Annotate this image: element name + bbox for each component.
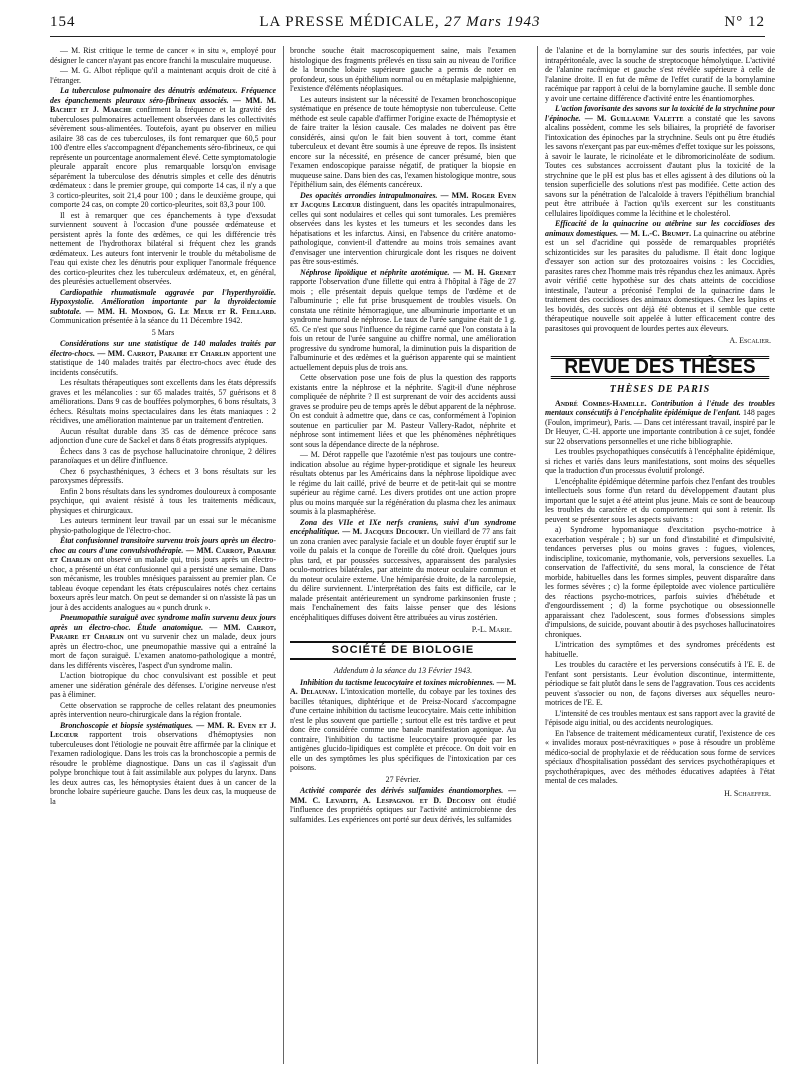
paragraph: Enfin 2 bons résultats dans les syndromes douloureux à composante psychique, qui avaient résisté à tous les traitements médicaux, physiques et chirurgicaux.	[50, 486, 276, 515]
paragraph: Il est à remarquer que ces épanchements à type d'exsudat surviennent souvent à l'occasion d'une poussée œdémateuse et persistent après la fonte des œdèmes, ce qui les différencie très nettement de l'hydrothorax bilatéral si fréquent chez les grands œdémateux. Les auteurs font intervenir le trouble du métabolisme de l'eau qui existe chez les dénutris pour expliquer l'anormale fréquence des cortico-pleurites chez les tuberculeux œdémateux, et, en général, des pleurésies actuellement observées.	[50, 210, 276, 286]
article	[290, 678, 516, 773]
article-text: rapporte l'observation d'une fillette qui entra à l'hôpital à l'âge de 27 mois ; elle présentait depuis quelque temps de l'œdème et de l'albuminurie ; elle fut prise brusquement de troubles visuels. On constata une rétinite hémorragique, une albuminurie importante et un syndrome humoral de néphrose. Le taux de l'urée sanguine était de 1 g. 65. Ce n'est que sous l'influence du régime carné que l'on constata à la fois un retour de l'urée sanguine au chiffre normal, une amélioration progressive du syndrome humoral, la diminution puis la disparition de l'albuminurie et des œdèmes et la guérison apparente qui se maintient actuellement depuis plus de trois ans.	[290, 277, 516, 372]
paragraph: Échecs dans 3 cas de psychose hallucinatoire chronique, 2 délires paranoïaques et un délire d'influence.	[50, 446, 276, 465]
article-text: apportent une statistique de 140 malades traités par électro-chocs avec étude des incidents consécutifs.	[50, 348, 276, 377]
article	[290, 518, 516, 623]
article	[50, 536, 276, 612]
article-title: Considérations sur une statistique de 140 malades traités par électro-chocs.	[50, 339, 276, 358]
article-authors: — MM. R. Even et J. Lecœur	[50, 720, 276, 739]
article	[290, 786, 516, 824]
article-text: distinguent, dans les opacités intrapulmonaires, celles qui sont nodulaires et celles qui sont tumorales. Les premières observées dans les kystes et les tumeurs et les secondes dans les hépatisations et les infarctus. Ainsi, en l'absence du critère anatomo-pathologique, convient-il d'attendre au moins trois semaines avant d'envisager une intervention chirurgicale dont les risques ne doivent pas être sous-estimés.	[290, 200, 517, 266]
page-number: 154	[50, 14, 76, 30]
column-3	[545, 46, 775, 802]
article-authors: — MM. Carrot, Paraire et Charlin	[97, 348, 230, 358]
session-date: 5 Mars	[151, 327, 175, 337]
paragraph: L'intrication des symptômes et des syndromes précédents est habituelle.	[545, 640, 775, 659]
article-authors: — M. A. Delaunay.	[290, 677, 516, 696]
paragraph: L'action biotropique du choc convulsivant est possible et peut amener une sidération générale des défenses. L'origine nerveuse n'est pas à éliminer.	[50, 671, 276, 699]
article-text: Un vieillard de 77 ans fait un zona cranien avec paralysie faciale et un double foyer éruptif sur le voile du palais et la conque de l'oreille du côté droit. Quelques jours plus tard, et par poussées successives, apparaissent des paralysies oculo-motrices bilatérales, par atteinte du moteur oculaire commun et du moteur oculaire externe. Une hémiparésie droite, de la narcolepsie, du délire surviennent. L'interprétation des faits est difficile, car le malade présentait antérieurement un syndrome parkinsonien fruste ; mais l'enchaînement des faits laisse penser que des lésions encéphalitiques diffuses doivent être attribuées au virus zostérien.	[290, 527, 516, 622]
journal-name: LA PRESSE MÉDICALE,	[259, 14, 440, 30]
paragraph: L'encéphalite épidémique détermine parfois chez l'enfant des troubles intellectuels sous forme d'un retard du développement d'autant plus important que le sujet a été atteint plus jeune. Mais ce sont de beaucoup les troubles du caractère et du comportement qui sont à retenir. Ils peuvent se présenter sous les aspects suivants :	[545, 476, 775, 524]
paragraph: Cette observation pose une fois de plus la question des rapports existants entre la néphrose et la néphrite. S'agit-il d'une néphrose compliquée de néphrite ? Il est surprenant de voir des accidents aussi graves se produire peu de temps après le début apparent de la néphrose. On est conduit à admettre que, dans ce cas, conformément à l'opinion soutenue en particulier par M. Pasteur Vallery-Radot, néphrite et néphrose sont intimement liées et que les phénomènes néphrétiques sont sous la dépendance directe de la néphrose.	[290, 373, 516, 449]
signature: A. Escalier.	[729, 336, 771, 345]
paragraph: Chez 6 psychasthéniques, 3 échecs et 3 bons résultats sur les paroxysmes dépressifs.	[50, 466, 276, 485]
paragraph: — M. Dérot rappelle que l'azotémie n'est pas toujours une contre-indication absolue au régime hyper-protidique et signale les heureux résultats obtenus par les Américains dans la néphrose lipoïdique avec le régime du lait caillé, privé de beurre et de petit-lait qui se montre supérieur au régime carné. Les divers protides ont une action propre plus ou moins marquée sur la régénération du plasma chez les animaux soumis à la plasmaphérèse.	[290, 450, 516, 516]
session-date: 27 Février.	[385, 774, 421, 784]
article-title: Pneumopathie suraiguë avec syndrome malin survenu deux jours après un électro-choc. Étude anatomique.	[50, 613, 276, 632]
paragraph: L'intensité de ces troubles mentaux est sans rapport avec la gravité de l'épisode aigu initial, ou des accidents neurologiques.	[545, 708, 775, 727]
article	[545, 219, 775, 333]
article-text: a constaté que les savons alcalins possèdent, comme les sels biliaires, la propriété de favoriser l'intoxication des épinoches par la strychnine. Seuls ont pu être étudiés les savons n'exerçant pas par eux-mêmes d'effet toxique sur les poissons, à savoir le laurate, le ricinoléate et le dibromoricinoléate de sodium. Toutes ces substances accroissent d'autant plus la toxicité de la strychnine que le pH est plus bas et elles agissent à des dilutions où la tension superficielle des solutions n'est pas modifiée. Cette action des savons sur la pénétration de l'alcaloïde à travers l'épithélium branchial peut être attribuée à l'action qu'ils exercent sur les constituants cellulaires lipoïdiques comme la lécithine et le cholestérol.	[545, 113, 775, 218]
article-text: ont étudié l'influence des propriétés optiques sur l'activité antimicrobienne des sulfamides. Les expériences ont porté sur deux dérivés, les sulfamides	[290, 795, 517, 824]
article-title: La tuberculose pulmonaire des dénutris œdémateux. Fréquence des épanchements pleuraux séro-fibrineux associés.	[50, 86, 276, 105]
subsection-heading: THÈSES DE PARIS	[609, 384, 711, 395]
article-text: confirment la fréquence et la gravité des tuberculoses pulmonaires actuellement observées dans les collectivités sévèrement sous-alimentées. Toutefois, ayant pu observer en milieu asilaire 38 cas de ces tuberculoses, ils font remarquer que 60,5 pour 100 d'entre elles s'accompagnent d'épanchements séro-fibrineux, ce qui représente un pourcentage anormalement élevé. Cette symptomatologie pleurale apparaît encore plus remarquable lorsqu'on envisage séparément la tuberculose des dénutris simples et celle des dénutris œdémateux : dans le premier groupe, qui comporte 14 cas, il n'y a que 3 cortico-pleurites, soit 21,4 pour 100 ; dans le deuxième groupe, qui comporte 24 cas, on compte 20 cortico-pleurites, soit 83,3 pour 100.	[50, 105, 276, 209]
paragraph: Les troubles psychopathiques consécutifs à l'encéphalite épidémique, si riches et variés dans leurs manifestations, sont moins des séquelles que la traduction d'un processus évolutif prolongé.	[545, 447, 775, 475]
article-title: Inhibition du tactisme leucocytaire et toxines microbiennes.	[300, 677, 495, 687]
article-text: ont observé un malade qui, trois jours après un électro-choc, a présenté un état confusionnel qui a persisté une semaine. Dans son mécanisme, les troubles mnésiques paraissent au premier plan. Ce tableau évoque cependant les états crépusculaires notés chez certains boxeurs après leur match. On peut se demander si on n'assiste là pas un jour à des accidents analogues au « punch drunk ».	[50, 555, 276, 612]
paragraph: bronche souche était macroscopiquement saine, mais l'examen histologique des fragments prélevés en tissu sain au niveau de l'orifice de la bronche lobaire supérieure gauche a permis de noter en profondeur, sous un épithélium normal ou en métaplasie malpighienne, l'existence d'éléments néoplasiques.	[290, 46, 516, 93]
article-title: Activité comparée des dérivés sulfamides énantiomorphes.	[300, 786, 504, 795]
paragraph: — M. G. Albot réplique qu'il a maintenant acquis droit de cité à l'étranger.	[50, 66, 276, 85]
article-title: État confusionnel transitoire survenu trois jours après un électro-choc au cours d'une convulsivothérapie.	[50, 536, 276, 555]
article-authors: — MM. Roger Even et Jacques Lecœur	[290, 190, 516, 209]
article-authors: — M. Guillaume Valette	[584, 113, 684, 123]
article	[50, 721, 276, 807]
column-1	[50, 46, 276, 807]
article-text: L'intoxication mortelle, du cobaye par les toxines des bacilles tétaniques, diphtérique et de Preisz-Nocard s'accompagne d'une certaine inhibition du tactisme leucocytaire. Mais cette inhibition n'est le plus souvent que partielle ; surtout elle est très tardive et peut donc être considérée comme une banale manifestation agonique. Au contraire, l'inhibition du tactisme leucocytaire provoquée par les antigènes glucido-lipidiques est complète et précoce. On doit voir en elle un des symptômes les plus spécifiques de l'intoxication par ces poisons.	[290, 687, 516, 772]
paragraph: de l'alanine et de la bornylamine sur des souris infectées, par voie intrapéritonéale, avec la souche de streptocoque hémolytique. L'activité de l'alanine racémique et gauche s'est révélée supérieure à celle de l'alanine droite. Il en fut de même de l'effet curatif de la bornylamine racémique par rapport à celui de la bornylamine gauche. Il semble donc y avoir une certaine différence d'activité entre les énantiomorphes.	[545, 46, 775, 103]
thesis-entry	[545, 399, 775, 447]
paragraph: Les auteurs insistent sur la nécessité de l'examen bronchoscopique systématique en présence de toute hémoptysie non tuberculeuse. Cette méthode est seule capable d'affirmer l'origine exacte de l'hémoptysie et de faire traiter la lésion causale. Ces malades ne doivent pas être considérés, ainsi qu'on le fait bien souvent à tort, comme étant tuberculeux et devant être soumis à une épreuve de repos. Ils insistent encore sur la nécessité, en présence de cancer présumé, bien que l'examen endoscopique paraisse négatif, de pratiquer la biopsie en muqueuse saine. Dans bien des cas, l'examen histologique montre, sous l'épithélium sain, des éléments cancéreux.	[290, 94, 516, 189]
issue-date: 27 Mars 1943	[444, 14, 541, 30]
article	[290, 191, 516, 267]
paragraph: Les auteurs terminent leur travail par un essai sur le mécanisme physio-pathologique de l'électro-choc.	[50, 516, 276, 535]
section-heading: SOCIÉTÉ DE BIOLOGIE	[290, 641, 516, 661]
article-title: Efficacité de la quinacrine ou atébrine sur les coccidioses des animaux domestiques.	[545, 219, 775, 238]
article-title: Zona des VIIe et IXe nerfs craniens, suivi d'un syndrome encéphalitique.	[290, 517, 516, 536]
article-title: L'action favorisante des savons sur la toxicité de la strychnine pour l'épinoche.	[545, 104, 775, 123]
article-authors: — MM. C. Levaditi, A. Lespagnol et D. Decoisy	[290, 786, 516, 805]
issue-number: N° 12	[724, 14, 765, 30]
signature: P.-L. Marie.	[471, 625, 512, 634]
article-title: Cardiopathie rhumatismale aggravée par l'hyperthyroïdie. Hypoxystolie. Amélioration importante par la thyroïdectomie subtotale.	[50, 287, 276, 316]
article-text: ont vu survenir chez un malade, deux jours après un électro-choc, une pneumopathie massive qui a entraîné la mort de façon suraiguë. L'examen anatomo-pathologique a montré, dans les différents viscères, l'aspect d'un syndrome malin.	[50, 632, 276, 670]
journal-title	[259, 14, 540, 31]
page-header	[50, 14, 765, 37]
article-authors: — MM. M. Bachet et J. Marche	[50, 95, 276, 114]
paragraph: Les résultats thérapeutiques sont excellents dans les états dépressifs graves et les mélancolies : sur 65 malades traités, 57 guérisons et 8 améliorations. Dans 9 cas de bouffées polymorphes, 6 bons résultats, 3 échecs. Résultats moins spectaculaires dans les états maniaques : 2 récidives, une amélioration maintenue par un traitement d'entretien.	[50, 378, 276, 425]
article-authors: — M. Jacques Decourt.	[342, 527, 429, 536]
article-text: La quinacrine ou atébrine est un sel d'acridine qui possède de remarquables propriétés schizonticides sur les parasites du paludisme. Il était donc logique d'essayer son action sur des protozoaires voisins : les Coccidies, parasites rares chez l'homme mais très répandus chez les animaux. Après avoir vérifié cette hypothèse sur des chats atteints de coccidiose intestinale, l'auteur a préconisé l'emploi de la quinacrine dans le traitement des coccidioses des animaux domestiques. Chez les lapins et les bovidés, des succès ont déjà été obtenus et il semble que cette thérapeutique nouvelle soit appelée à lutter efficacement contre des parasitoses qui provoquent de lourdes pertes aux éleveurs.	[545, 228, 776, 333]
thesis-author: André Combes-Hamelle.	[555, 398, 647, 408]
article-title: Néphrose lipoïdique et néphrite azotémique.	[300, 267, 450, 277]
paragraph: a) Syndrome hypomaniaque d'excitation psycho-motrice à exacerbation vespérale ; b) sur un fond d'instabilité et d'impulsivité, tendances perverses plus ou moins graves : fugues, violences, indiscipline, toxicomanie, mythomanie, vols, perversions sexuelles. La conservation de l'affectivité, du sens moral, la conscience de l'état morbide, habituelles dans les formes simples, peuvent disparaître dans les formes sévères ; c) la forme épileptoïde avec violence particulière des réactions psycho-motrices, parfois suivies d'hébétude et d'engourdissement ; d) la forme psychotique ou obsessionnelle apparaissant chez l'adolescent, sous formes d'obsessions simples d'impulsions, de suicide, pouvant aboutir à des psychoses hallucinatoires chroniques.	[545, 525, 775, 639]
article	[50, 86, 276, 210]
column-rule-2	[537, 46, 538, 1064]
article-text: Communication présentée à la séance du 11 Décembre 1942.	[50, 316, 243, 325]
article-title: Bronchoscopie et biopsie systématiques.	[60, 720, 194, 730]
paragraph: — M. Rist critique le terme de cancer « in situ », employé pour désigner le cancer n'ayant pas encore franchi la musculaire muqueuse.	[50, 46, 276, 65]
article	[545, 104, 775, 218]
paragraph: Cette observation se rapproche de celles relatant des pneumonies après intervention neuro-chirurgicale dans la région frontale.	[50, 700, 276, 719]
article	[290, 268, 516, 373]
thesis-title: Contribution à l'étude des troubles mentaux consécutifs à l'encéphalite épidémique de l'enfant.	[545, 398, 775, 417]
paragraph: En l'absence de traitement médicamenteux curatif, l'existence de ces « invalides moraux post-névraxitiques » pose à résoudre un problème médico-social de prophylaxie et de rééducation sous forme de services spéciaux d'hospitalisation possédant des services psychothérapiques et psychothérapiques, avec des méthodes éducatives adaptées à l'état mental de ces malades.	[545, 728, 775, 785]
article-authors: — MM. Carrot, Paraire et Charlin	[50, 622, 276, 641]
article	[50, 288, 276, 326]
article-authors: — MM. Carrot, Paraire et Charlin	[50, 545, 276, 564]
section-heading-theses: REVUE DES THÈSES	[551, 356, 770, 380]
article-authors: — M. L.-C. Brumpt.	[620, 228, 692, 238]
column-2	[290, 46, 516, 825]
article-authors: — M. H. Grenet	[453, 267, 516, 277]
column-rule-1	[283, 46, 284, 1064]
thesis-publication: 148 pages (Foulon, imprimeur), Paris. — Dans cet intéressant travail, inspiré par le Dr Heuyer, C.-H. apporte une importante contribution à ce sujet, fondée sur 22 observations personnelles et une riche bibliographie.	[545, 408, 775, 446]
session-date: Addendum à la séance du 13 Février 1943.	[333, 666, 473, 675]
paragraph: Les troubles du caractère et les perversions consécutifs à l'E. E. de l'enfant sont persistants. Leur évolution discontinue, intermittente, périodique se fait plutôt dans le sens de l'aggravation. Tous ces accidents peuvent s'associer ou non, de façons diverses aux séquelles neuro-motrices de l'E. E.	[545, 660, 775, 707]
signature: H. Schaeffer.	[724, 788, 771, 798]
article-title: Des opacités arrondies intrapulmonaires.	[300, 190, 438, 200]
article	[50, 339, 276, 377]
article-authors: — MM. H. Mondon, G. Le Meur et R. Feillard.	[85, 306, 276, 316]
paragraph: Aucun résultat durable dans 35 cas de démence précoce sans adjonction d'une cure de Sackel et dans 8 états progressifs atypiques.	[50, 426, 276, 445]
article-text: rapportent trois observations d'hémoptysies non tuberculeuses dont l'étiologie ne pouvait être affirmée par la clinique et l'examen radiologique. Dans les trois cas la bronchoscopie a permis de résoudre le problème diagnostique. Dans un cas il s'agissait d'un polype bronchique tout à fait assimilable aux polypes du larynx. Dans les deux autres cas, les hémoptysies étaient dues à un cancer de la bronche lobaire supérieure gauche. Dans les deux cas, la muqueuse de la	[50, 730, 276, 806]
article	[50, 613, 276, 670]
